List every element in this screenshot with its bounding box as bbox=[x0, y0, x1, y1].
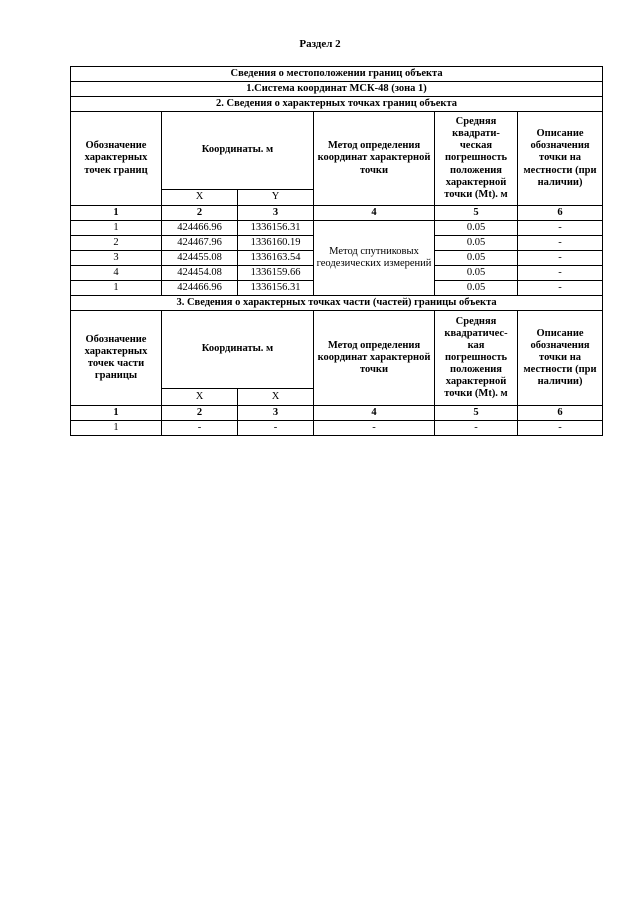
table-row bbox=[71, 421, 603, 436]
colnum: 5 bbox=[435, 206, 518, 221]
point-desc: - bbox=[518, 236, 603, 251]
header-y-part: X bbox=[238, 389, 314, 406]
colnum: 1 bbox=[71, 206, 162, 221]
header-description: Описание обозначения точки на местности (при наличии) bbox=[518, 112, 603, 206]
part-point-number: 1 bbox=[71, 421, 162, 436]
table-caption: Сведения о местоположении границ объекта bbox=[71, 67, 603, 82]
point-number: 2 bbox=[71, 236, 162, 251]
colnum: 6 bbox=[518, 406, 603, 421]
point-y: 1336160.19 bbox=[238, 236, 314, 251]
page-title: Раздел 2 bbox=[299, 38, 341, 50]
colnum: 5 bbox=[435, 406, 518, 421]
point-number: 1 bbox=[71, 221, 162, 236]
point-desc: - bbox=[518, 266, 603, 281]
boundary-table bbox=[70, 66, 603, 436]
header-method: Метод определения координат характерной точки bbox=[314, 112, 435, 206]
header-x: X bbox=[162, 190, 238, 206]
point-mt: 0.05 bbox=[435, 281, 518, 296]
column-number-row bbox=[71, 406, 603, 421]
point-y: 1336156.31 bbox=[238, 281, 314, 296]
part-point-desc: - bbox=[518, 421, 603, 436]
point-x: 424466.96 bbox=[162, 221, 238, 236]
header-x-part: X bbox=[162, 389, 238, 406]
colnum: 4 bbox=[314, 406, 435, 421]
part-point-method: - bbox=[314, 421, 435, 436]
point-y: 1336156.31 bbox=[238, 221, 314, 236]
point-desc: - bbox=[518, 221, 603, 236]
header-accuracy: Средняя квадрати-ческая погрешность положения характерной точки (Mt). м bbox=[435, 112, 518, 206]
point-x: 424455.08 bbox=[162, 251, 238, 266]
table-row bbox=[71, 221, 603, 236]
point-desc: - bbox=[518, 281, 603, 296]
header-method-part: Метод определения координат характерной точки bbox=[314, 311, 435, 406]
header-coordinates-part: Координаты. м bbox=[162, 311, 314, 389]
part-point-mt: - bbox=[435, 421, 518, 436]
point-mt: 0.05 bbox=[435, 221, 518, 236]
point-x: 424466.96 bbox=[162, 281, 238, 296]
point-desc: - bbox=[518, 251, 603, 266]
method-value: Метод спутниковых геодезических измерений bbox=[314, 221, 435, 296]
point-number: 4 bbox=[71, 266, 162, 281]
header-y: Y bbox=[238, 190, 314, 206]
point-number: 1 bbox=[71, 281, 162, 296]
colnum: 2 bbox=[162, 206, 238, 221]
colnum: 2 bbox=[162, 406, 238, 421]
point-mt: 0.05 bbox=[435, 236, 518, 251]
point-number: 3 bbox=[71, 251, 162, 266]
colnum: 4 bbox=[314, 206, 435, 221]
point-y: 1336159.66 bbox=[238, 266, 314, 281]
header-coordinates: Координаты. м bbox=[162, 112, 314, 190]
colnum: 3 bbox=[238, 206, 314, 221]
colnum: 1 bbox=[71, 406, 162, 421]
header-accuracy-part: Средняя квадратичес-кая погрешность положения характерной точки (Mt). м bbox=[435, 311, 518, 406]
point-x: 424467.96 bbox=[162, 236, 238, 251]
part-point-x: - bbox=[162, 421, 238, 436]
header-point-designation: Обозначение характерных точек границ bbox=[71, 112, 162, 206]
colnum: 3 bbox=[238, 406, 314, 421]
header-point-designation-part: Обозначение характерных точек части границы bbox=[71, 311, 162, 406]
column-number-row bbox=[71, 206, 603, 221]
point-x: 424454.08 bbox=[162, 266, 238, 281]
section-coordinate-system: 1.Система координат МСК-48 (зона 1) bbox=[71, 82, 603, 97]
section-part-boundary-points: 3. Сведения о характерных точках части (частей) границы объекта bbox=[71, 296, 603, 311]
colnum: 6 bbox=[518, 206, 603, 221]
point-y: 1336163.54 bbox=[238, 251, 314, 266]
part-point-y: - bbox=[238, 421, 314, 436]
header-description-part: Описание обозначения точки на местности (при наличии) bbox=[518, 311, 603, 406]
point-mt: 0.05 bbox=[435, 251, 518, 266]
point-mt: 0.05 bbox=[435, 266, 518, 281]
section-boundary-points: 2. Сведения о характерных точках границ объекта bbox=[71, 97, 603, 112]
